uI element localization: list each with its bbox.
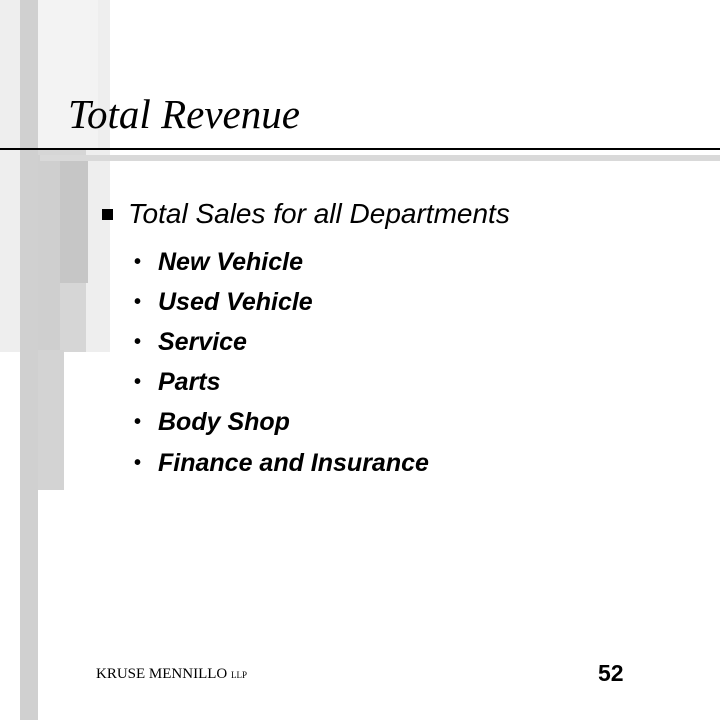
footer-suffix: LLP [231,670,248,680]
list-item [134,322,429,362]
decor-bar-4 [36,350,64,490]
list-item [134,403,429,443]
title-underline-light [40,155,720,161]
list-item-label: Parts [158,368,221,397]
list-item [134,282,429,322]
department-list [134,242,429,483]
list-item [134,443,429,483]
decor-bar-5 [20,0,38,720]
footer-firm-name [96,666,247,683]
list-item-label: Used Vehicle [158,287,313,316]
list-item-label: New Vehicle [158,247,303,276]
footer-firm-text: KRUSE MENNILLO [96,666,228,682]
page-number: 52 [598,660,624,686]
list-item [134,363,429,403]
list-item [134,242,429,282]
main-bullet-text: Total Sales for all Departments [128,198,510,229]
bullet-dot-icon: • [134,290,142,313]
square-bullet-icon [102,209,113,220]
bullet-dot-icon: • [134,250,142,273]
bullet-dot-icon: • [134,411,142,434]
list-item-label: Body Shop [158,408,290,437]
slide-title: Total Revenue [68,91,300,137]
bullet-dot-icon: • [134,330,142,353]
title-underline [0,148,720,150]
list-item-label: Service [158,327,247,356]
bullet-dot-icon: • [134,371,142,394]
list-item-label: Finance and Insurance [158,448,429,477]
bullet-dot-icon: • [134,451,142,474]
